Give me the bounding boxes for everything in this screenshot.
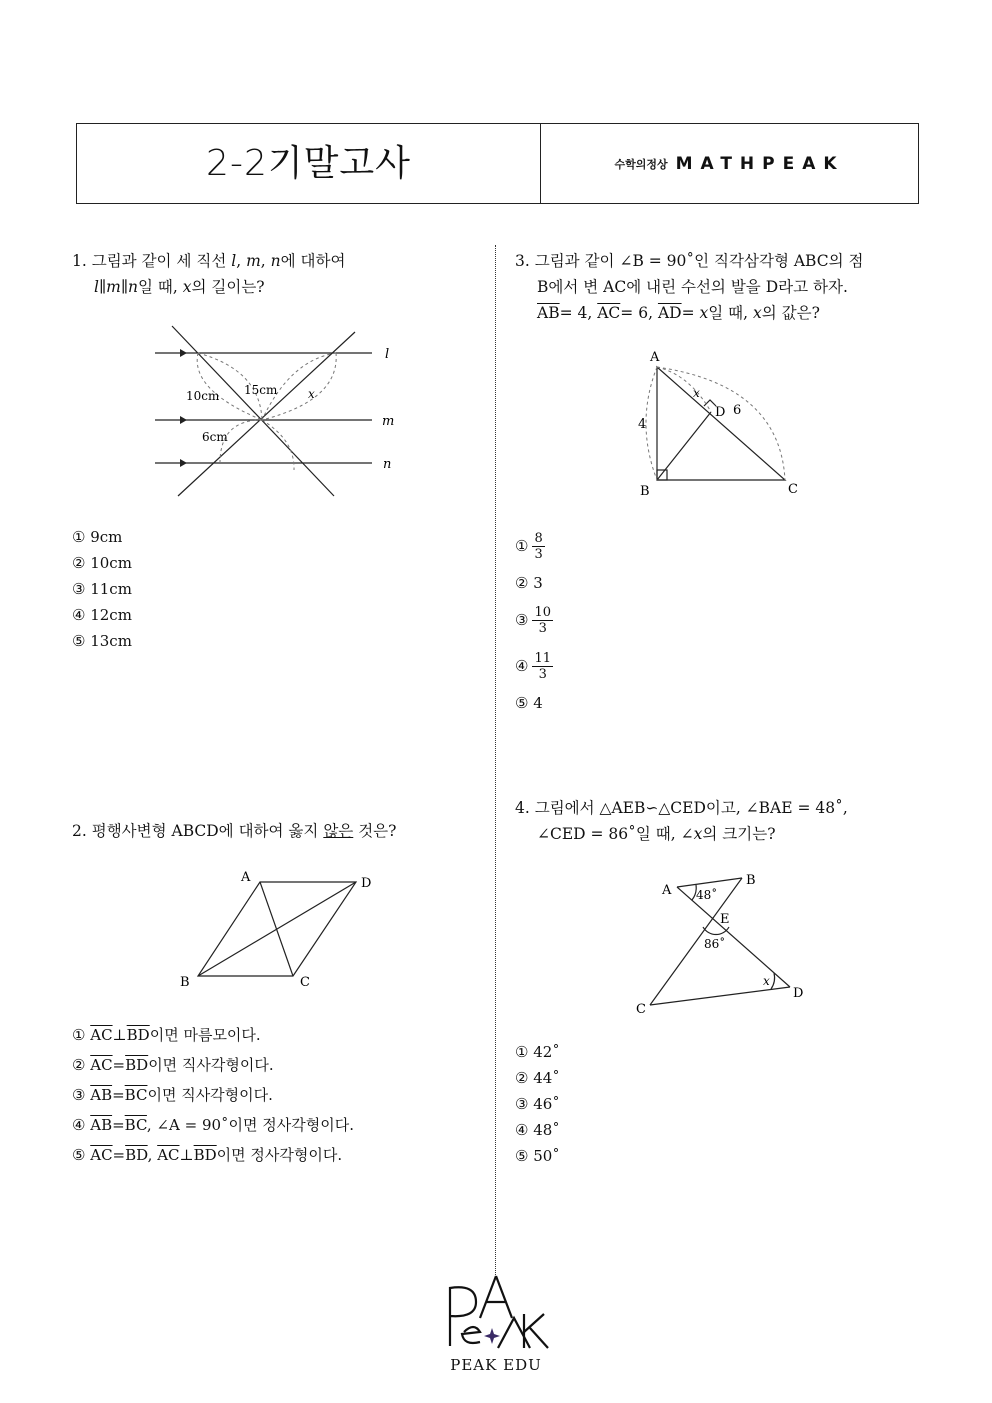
seg: $\overline{AC}$ — [90, 1056, 113, 1074]
q3-label-4: 4 — [638, 417, 647, 432]
q1-label-m: m — [382, 414, 395, 429]
q2-figure — [175, 865, 390, 995]
q4-figure — [630, 865, 815, 1020]
numerator: 8 — [534, 530, 543, 546]
opt-tail: 이면 직사각형이다. — [147, 1086, 273, 1104]
q2-text-a: 평행사변형 ABCD에 대하여 옳지 — [91, 822, 324, 840]
seg: $\overline{AB}$ — [90, 1116, 113, 1134]
q3-label-6: 6 — [733, 403, 742, 418]
q1-line2 — [72, 274, 482, 300]
q3-option-1[interactable] — [515, 523, 715, 569]
denominator: 3 — [534, 546, 543, 562]
q3-option-2[interactable] — [515, 569, 715, 597]
q3-text-1: 그림과 같이 ∠B = 90˚인 직각삼각형 ABC의 점 — [534, 252, 864, 270]
numerator: 11 — [534, 650, 551, 666]
q3-option-5[interactable] — [515, 689, 715, 717]
q3-label-x: x — [693, 386, 700, 400]
seg: $\overline{BC}$ — [124, 1086, 148, 1104]
seg: $\overline{AB}$ — [90, 1086, 113, 1104]
q1-number: 1. — [72, 252, 87, 270]
q3-option-3[interactable] — [515, 597, 715, 643]
op: = — [112, 1056, 126, 1074]
fraction — [532, 605, 553, 636]
q4-text-2a: ∠CED = 86˚일 때, ∠ — [537, 825, 694, 843]
opt-mark: ⑤ — [72, 1146, 86, 1164]
q2-text-b: 것은? — [353, 822, 397, 840]
q1-label-n: n — [383, 457, 392, 472]
q2-option-1[interactable] — [72, 1020, 354, 1050]
q4-line1 — [515, 795, 915, 821]
q3-number: 3. — [515, 252, 530, 270]
q4-label-48: 48˚ — [696, 888, 718, 902]
parallel-sym: ∥ — [120, 278, 129, 296]
q2-option-2[interactable] — [72, 1050, 354, 1080]
q2-option-3[interactable] — [72, 1080, 354, 1110]
q2-option-4[interactable] — [72, 1110, 354, 1140]
q3-text-2: B에서 변 AC에 내린 수선의 발을 D라고 하자. — [537, 278, 848, 296]
q4-option-4[interactable]: ④ 48˚ — [515, 1121, 560, 1139]
q3-tail2: 의 값은? — [761, 304, 820, 322]
seg: $\overline{AB}$ — [537, 304, 560, 322]
peak-logo — [436, 1270, 556, 1380]
opt-tail: 이면 마름모이다. — [149, 1026, 261, 1044]
op: ⊥ — [179, 1146, 194, 1164]
q3-figure — [630, 345, 810, 500]
var-m: m — [106, 278, 121, 296]
q3-option-4[interactable] — [515, 643, 715, 689]
q3-line3 — [515, 300, 915, 326]
numerator: 10 — [534, 604, 551, 620]
column-divider — [495, 245, 496, 1275]
q4-label-B: B — [746, 873, 756, 888]
q4-text-2b: 의 크기는? — [702, 825, 776, 843]
seg: $\overline{AC}$ — [157, 1146, 180, 1164]
seg: $\overline{BD}$ — [193, 1146, 217, 1164]
q1-label-10cm: 10cm — [186, 389, 220, 403]
q2-label-A: A — [241, 870, 251, 885]
question-3 — [515, 248, 915, 326]
q1-options — [72, 524, 132, 654]
logo-caption: PEAK EDU — [450, 1356, 542, 1374]
opt-mark: ① — [72, 1026, 86, 1044]
q2-label-B: B — [180, 975, 190, 990]
brand-sub: 수학의정상 — [614, 157, 668, 171]
q1-line1: 1. 그림과 같이 세 직선 l, m, n에 대하여 — [72, 252, 346, 270]
q4-option-2[interactable]: ② 44˚ — [515, 1069, 560, 1087]
opt-mark: ① — [515, 537, 529, 555]
op: = — [112, 1146, 126, 1164]
q1-text-b: 에 대하여 — [280, 252, 346, 270]
val: = 4, — [559, 304, 598, 322]
q4-label-E: E — [720, 912, 730, 927]
val: = — [681, 304, 700, 322]
opt-tail: 이면 정사각형이다. — [216, 1146, 343, 1164]
sep: , — [147, 1146, 158, 1164]
opt-mark: ③ — [72, 1086, 86, 1104]
q1-label-l: l — [385, 347, 390, 362]
opt-mark: ② — [515, 574, 529, 592]
q1-text-c: 일 때, — [138, 278, 183, 296]
q4-number: 4. — [515, 799, 530, 817]
q3-label-C: C — [788, 482, 798, 497]
page-title: 2-2기말고사 — [206, 143, 411, 184]
var-n: n — [128, 278, 138, 296]
brand — [541, 124, 918, 203]
question-4 — [515, 795, 915, 847]
opt-mark: ③ — [515, 611, 529, 629]
var-l: l — [231, 252, 237, 270]
var-n: n — [270, 252, 281, 270]
brand-main: MATHPEAK — [675, 153, 845, 174]
q2-label-C: C — [300, 975, 310, 990]
q4-option-1[interactable]: ① 42˚ — [515, 1043, 560, 1061]
q1-figure — [150, 320, 410, 500]
fraction — [532, 651, 553, 682]
var-x: x — [699, 304, 709, 322]
seg: $\overline{AC}$ — [90, 1146, 113, 1164]
q4-text-1: 그림에서 △AEB∽△CED이고, ∠BAE = 48˚, — [534, 799, 848, 817]
var-x: x — [752, 304, 762, 322]
question-2 — [72, 818, 482, 844]
opt-tail: 이면 직사각형이다. — [148, 1056, 274, 1074]
q1-option-5[interactable]: ⑤ 13cm — [72, 632, 132, 650]
opt-mark: ⑤ — [515, 694, 529, 712]
header-box — [76, 123, 919, 204]
q4-option-5[interactable]: ⑤ 50˚ — [515, 1147, 560, 1165]
q2-text-underline: 않은 — [323, 822, 354, 840]
q1-option-3[interactable]: ③ 11cm — [72, 580, 132, 598]
q2-option-5[interactable] — [72, 1140, 354, 1170]
opt-mark: ④ — [72, 1116, 86, 1134]
denominator: 3 — [538, 666, 547, 682]
q1-label-x: x — [308, 387, 315, 401]
q4-options — [515, 1039, 560, 1169]
var-x: x — [693, 825, 703, 843]
q3-label-D: D — [715, 405, 726, 420]
op: = — [112, 1116, 125, 1134]
q3-options — [515, 523, 715, 717]
q2-options — [72, 1020, 354, 1170]
q3-tail: 일 때, — [708, 304, 753, 322]
q1-option-4[interactable]: ④ 12cm — [72, 606, 132, 624]
op: = — [112, 1086, 125, 1104]
seg: $\overline{BC}$ — [124, 1116, 147, 1134]
var-x: x — [182, 278, 192, 296]
q3-label-B: B — [640, 484, 650, 499]
var-l: l — [94, 278, 99, 296]
q2-label-D: D — [361, 876, 372, 891]
q4-label-D: D — [793, 986, 804, 1001]
var-m: m — [246, 252, 261, 270]
op: ⊥ — [112, 1026, 127, 1044]
q2-number: 2. — [72, 822, 87, 840]
q4-label-C: C — [636, 1002, 646, 1017]
opt-mark: ② — [72, 1056, 86, 1074]
q4-line2 — [515, 821, 915, 847]
q4-label-86: 86˚ — [704, 937, 726, 951]
q1-text-a: 그림과 같이 세 직선 — [91, 252, 232, 270]
q3-line1 — [515, 248, 915, 274]
q4-label-A: A — [662, 883, 672, 898]
seg: $\overline{BD}$ — [125, 1056, 149, 1074]
parallel-sym: ∥ — [98, 278, 107, 296]
q1-option-1[interactable]: ① 9cm — [72, 528, 123, 546]
opt-tail: , ∠A = 90˚이면 정사각형이다. — [146, 1116, 355, 1134]
q1-label-6cm: 6cm — [202, 430, 228, 444]
seg: $\overline{AC}$ — [90, 1026, 113, 1044]
seg: $\overline{AC}$ — [597, 304, 621, 322]
denominator: 3 — [538, 620, 547, 636]
q1-option-2[interactable]: ② 10cm — [72, 554, 132, 572]
q1-text-d: 의 길이는? — [191, 278, 265, 296]
seg: $\overline{AD}$ — [657, 304, 682, 322]
seg: $\overline{BD}$ — [125, 1146, 148, 1164]
opt-mark: ④ — [515, 657, 529, 675]
seg: $\overline{BD}$ — [126, 1026, 150, 1044]
value: 3 — [533, 574, 543, 592]
q4-label-x: x — [763, 974, 770, 988]
q4-option-3[interactable]: ③ 46˚ — [515, 1095, 560, 1113]
q1-label-15cm: 15cm — [244, 383, 278, 397]
question-1 — [72, 248, 482, 300]
q3-label-A: A — [650, 350, 660, 365]
val: = 6, — [620, 304, 658, 322]
peak-logo-mark — [436, 1270, 556, 1352]
value: 4 — [533, 694, 543, 712]
fraction — [532, 531, 544, 562]
